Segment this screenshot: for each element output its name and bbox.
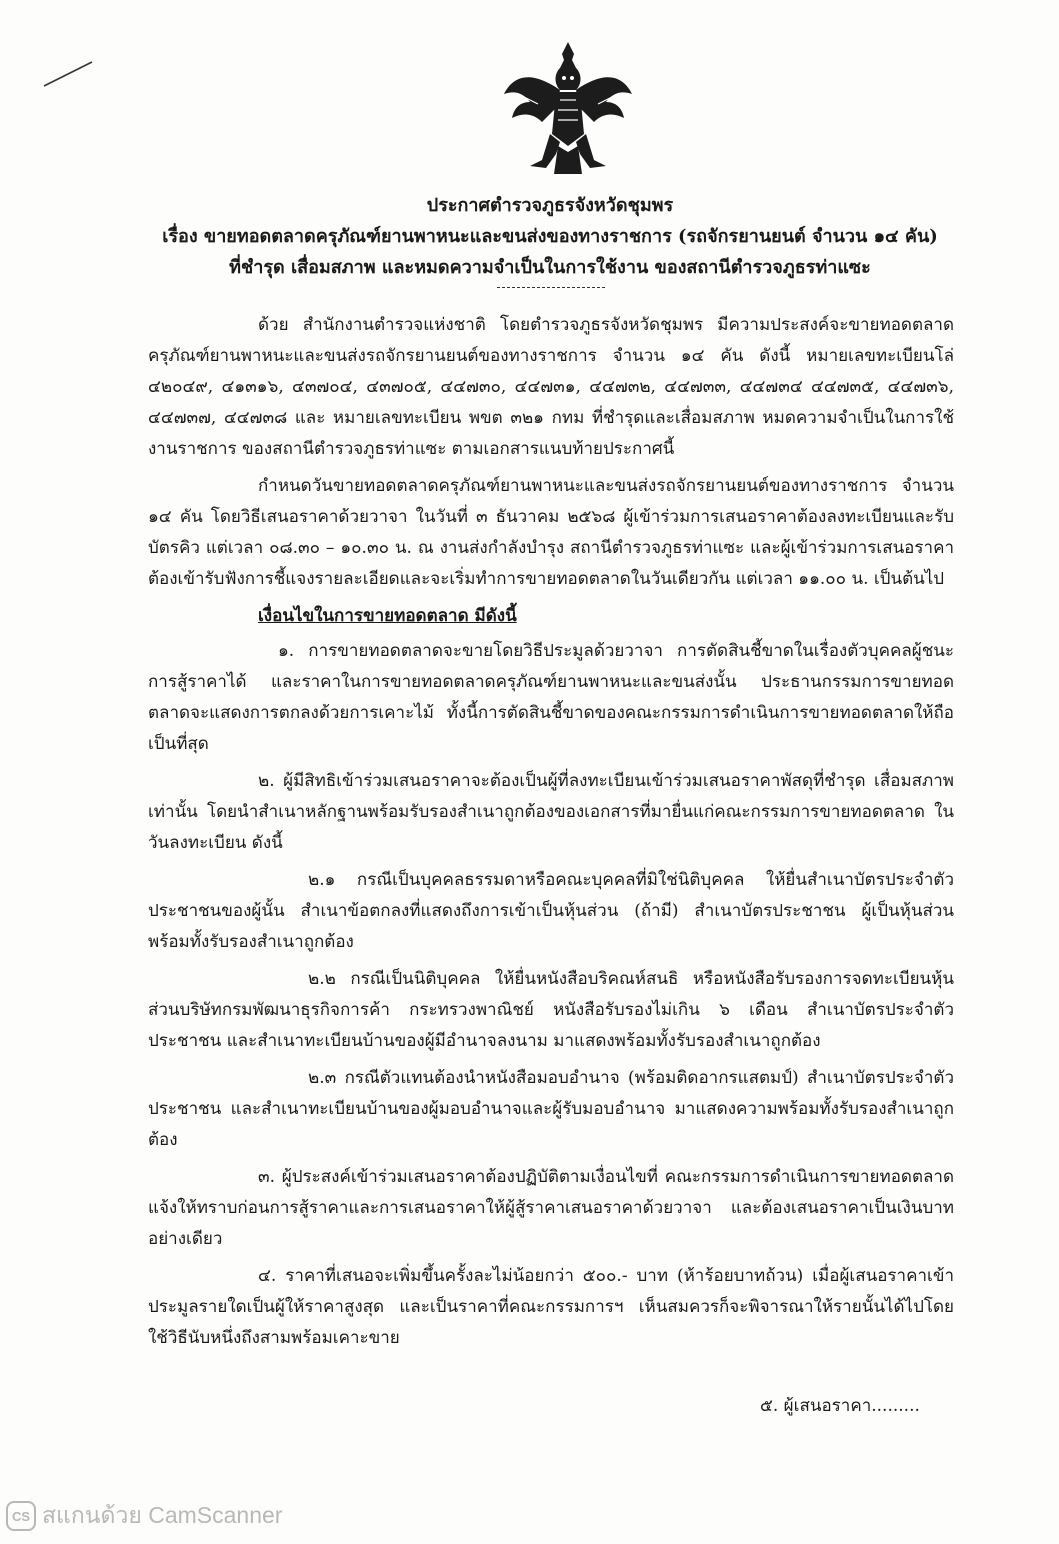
conditions-heading: เงื่อนไขในการขายทอดตลาด มีดังนี้	[258, 606, 517, 626]
condition-2: ๒. ผู้มีสิทธิเข้าร่วมเสนอราคาจะต้องเป็นผู้ที่ลงทะเบียนเข้าร่วมเสนอราคาพัสดุที่ชำรุด เสื่อมสภาพเท่านั้น โดยนำสำเนาหลักฐานพร้อมรับรองสำเนาถูกต้องของเอกสารที่มายื่นแก่คณะกรรมการขายทอดตลาด ในวันลงทะเบียน ดังนี้	[148, 771, 954, 853]
announcement-title	[120, 190, 980, 283]
announcement-body	[148, 310, 954, 1360]
title-line-3: ที่ชำรุด เสื่อมสภาพ และหมดความจำเป็นในการใช้งาน ของสถานีตำรวจภูธรท่าแซะ	[229, 257, 871, 278]
watermark-text: สแกนด้วย CamScanner	[42, 1502, 283, 1528]
title-line-1: ประกาศตำรวจภูธรจังหวัดชุมพร	[426, 195, 674, 216]
pen-mark	[42, 58, 96, 88]
condition-3: ๓. ผู้ประสงค์เข้าร่วมเสนอราคาต้องปฏิบัติตามเงื่อนไขที่ คณะกรรมการดำเนินการขายทอดตลาด แจ้งให้ทราบก่อนการสู้ราคาและการเสนอราคาให้ผู้สู้ราคาเสนอราคาด้วยวาจา และต้องเสนอราคาเป็นเงินบาทอย่างเดียว	[148, 1167, 954, 1249]
condition-1: ๑. การขายทอดตลาดจะขายโดยวิธีประมูลด้วยวาจา การตัดสินชี้ขาดในเรื่องตัวบุคคลผู้ชนะการสู้ราคาได้ และราคาในการขายทอดตลาดครุภัณฑ์ยานพาหนะและขนส่งนั้น ประธานกรรมการขายทอดตลาดจะแสดงการตกลงด้วยการเคาะไม้ ทั้งนี้การตัดสินชี้ขาดของคณะกรรมการดำเนินการขายทอดตลาดให้ถือเป็นที่สุด	[148, 641, 954, 754]
camscanner-watermark	[6, 1498, 282, 1534]
continued-next-page: ๕. ผู้เสนอราคา.........	[760, 1396, 920, 1416]
condition-2-3: ๒.๓ กรณีตัวแทนต้องนำหนังสือมอบอำนาจ (พร้อมติดอากรแสตมป์) สำเนาบัตรประจำตัวประชาชน และสำเนาทะเบียนบ้านของผู้มอบอำนาจและผู้รับมอบอำนาจ มาแสดงความพร้อมทั้งรับรองสำเนาถูกต้อง	[148, 1068, 954, 1150]
condition-2-1: ๒.๑ กรณีเป็นบุคคลธรรมดาหรือคณะบุคคลที่มิใช่นิติบุคคล ให้ยื่นสำเนาบัตรประจำตัวประชาชนของผู้นั้น สำเนาข้อตกลงที่แสดงถึงการเข้าเป็นหุ้นส่วน (ถ้ามี) สำเนาบัตรประชาชน ผู้เป็นหุ้นส่วน พร้อมทั้งรับรองสำเนาถูกต้อง	[148, 870, 954, 952]
paragraph-schedule: กำหนดวันขายทอดตลาดครุภัณฑ์ยานพาหนะและขนส่งรถจักรยานยนต์ของทางราชการ จำนวน ๑๔ คัน โดยวิธีเสนอราคาด้วยวาจา ในวันที่ ๓ ธันวาคม ๒๕๖๘ ผู้เข้าร่วมการเสนอราคาต้องลงทะเบียนและรับบัตรคิว แต่เวลา ๐๘.๓๐ – ๑๐.๓๐ น. ณ งานส่งกำลังบำรุง สถานีตำรวจภูธรท่าแซะ และผู้เข้าร่วมการเสนอราคาต้องเข้ารับฟังการชี้แจงรายละเอียดและจะเริ่มทำการขายทอดตลาดในวันเดียวกัน แต่เวลา ๑๑.๐๐ น. เป็นต้นไป	[148, 476, 954, 589]
title-line-2: เรื่อง ขายทอดตลาดครุภัณฑ์ยานพาหนะและขนส่งของทางราชการ (รถจักรยานยนต์ จำนวน ๑๔ คัน)	[162, 226, 938, 247]
condition-4: ๔. ราคาที่เสนอจะเพิ่มขึ้นครั้งละไม่น้อยกว่า ๕๐๐.- บาท (ห้าร้อยบาทถ้วน) เมื่อผู้เสนอราคาเข้าประมูลรายใดเป็นผู้ให้ราคาสูงสุด และเป็นราคาที่คณะกรรมการฯ เห็นสมควรก็จะพิจารณาให้รายนั้นได้ไปโดยใช้วิธีนับหนึ่งถึงสามพร้อมเคาะขาย	[148, 1266, 954, 1348]
condition-2-2: ๒.๒ กรณีเป็นนิติบุคคล ให้ยื่นหนังสือบริคณห์สนธิ หรือหนังสือรับรองการจดทะเบียนหุ้นส่วนบริษัทกรมพัฒนาธุรกิจการค้า กระทรวงพาณิชย์ หนังสือรับรองไม่เกิน ๖ เดือน สำเนาบัตรประจำตัวประชาชน และสำเนาทะเบียนบ้านของผู้มีอำนาจลงนาม มาแสดงพร้อมทั้งรับรองสำเนาถูกต้อง	[148, 969, 954, 1051]
paragraph-intro: ด้วย สำนักงานตำรวจแห่งชาติ โดยตำรวจภูธรจังหวัดชุมพร มีความประสงค์จะขายทอดตลาดครุภัณฑ์ยานพาหนะและขนส่งรถจักรยานยนต์ของทางราชการ จำนวน ๑๔ คัน ดังนี้ หมายเลขทะเบียนโล่ ๔๒๐๔๙, ๔๑๓๑๖, ๔๓๗๐๔, ๔๓๗๐๕, ๔๔๗๓๐, ๔๔๗๓๑, ๔๔๗๓๒, ๔๔๗๓๓, ๔๔๗๓๔ ๔๔๗๓๕, ๔๔๗๓๖, ๔๔๗๓๗, ๔๔๗๓๘ และ หมายเลขทะเบียน พขต ๓๒๑ กทม ที่ชำรุดและเสื่อมสภาพ หมดความจำเป็นในการใช้งานราชการ ของสถานีตำรวจภูธรท่าแซะ ตามเอกสารแนบท้ายประกาศนี้	[148, 315, 954, 459]
garuda-emblem	[497, 38, 639, 178]
title-divider	[497, 287, 605, 288]
camscanner-logo: CS	[6, 1501, 36, 1531]
